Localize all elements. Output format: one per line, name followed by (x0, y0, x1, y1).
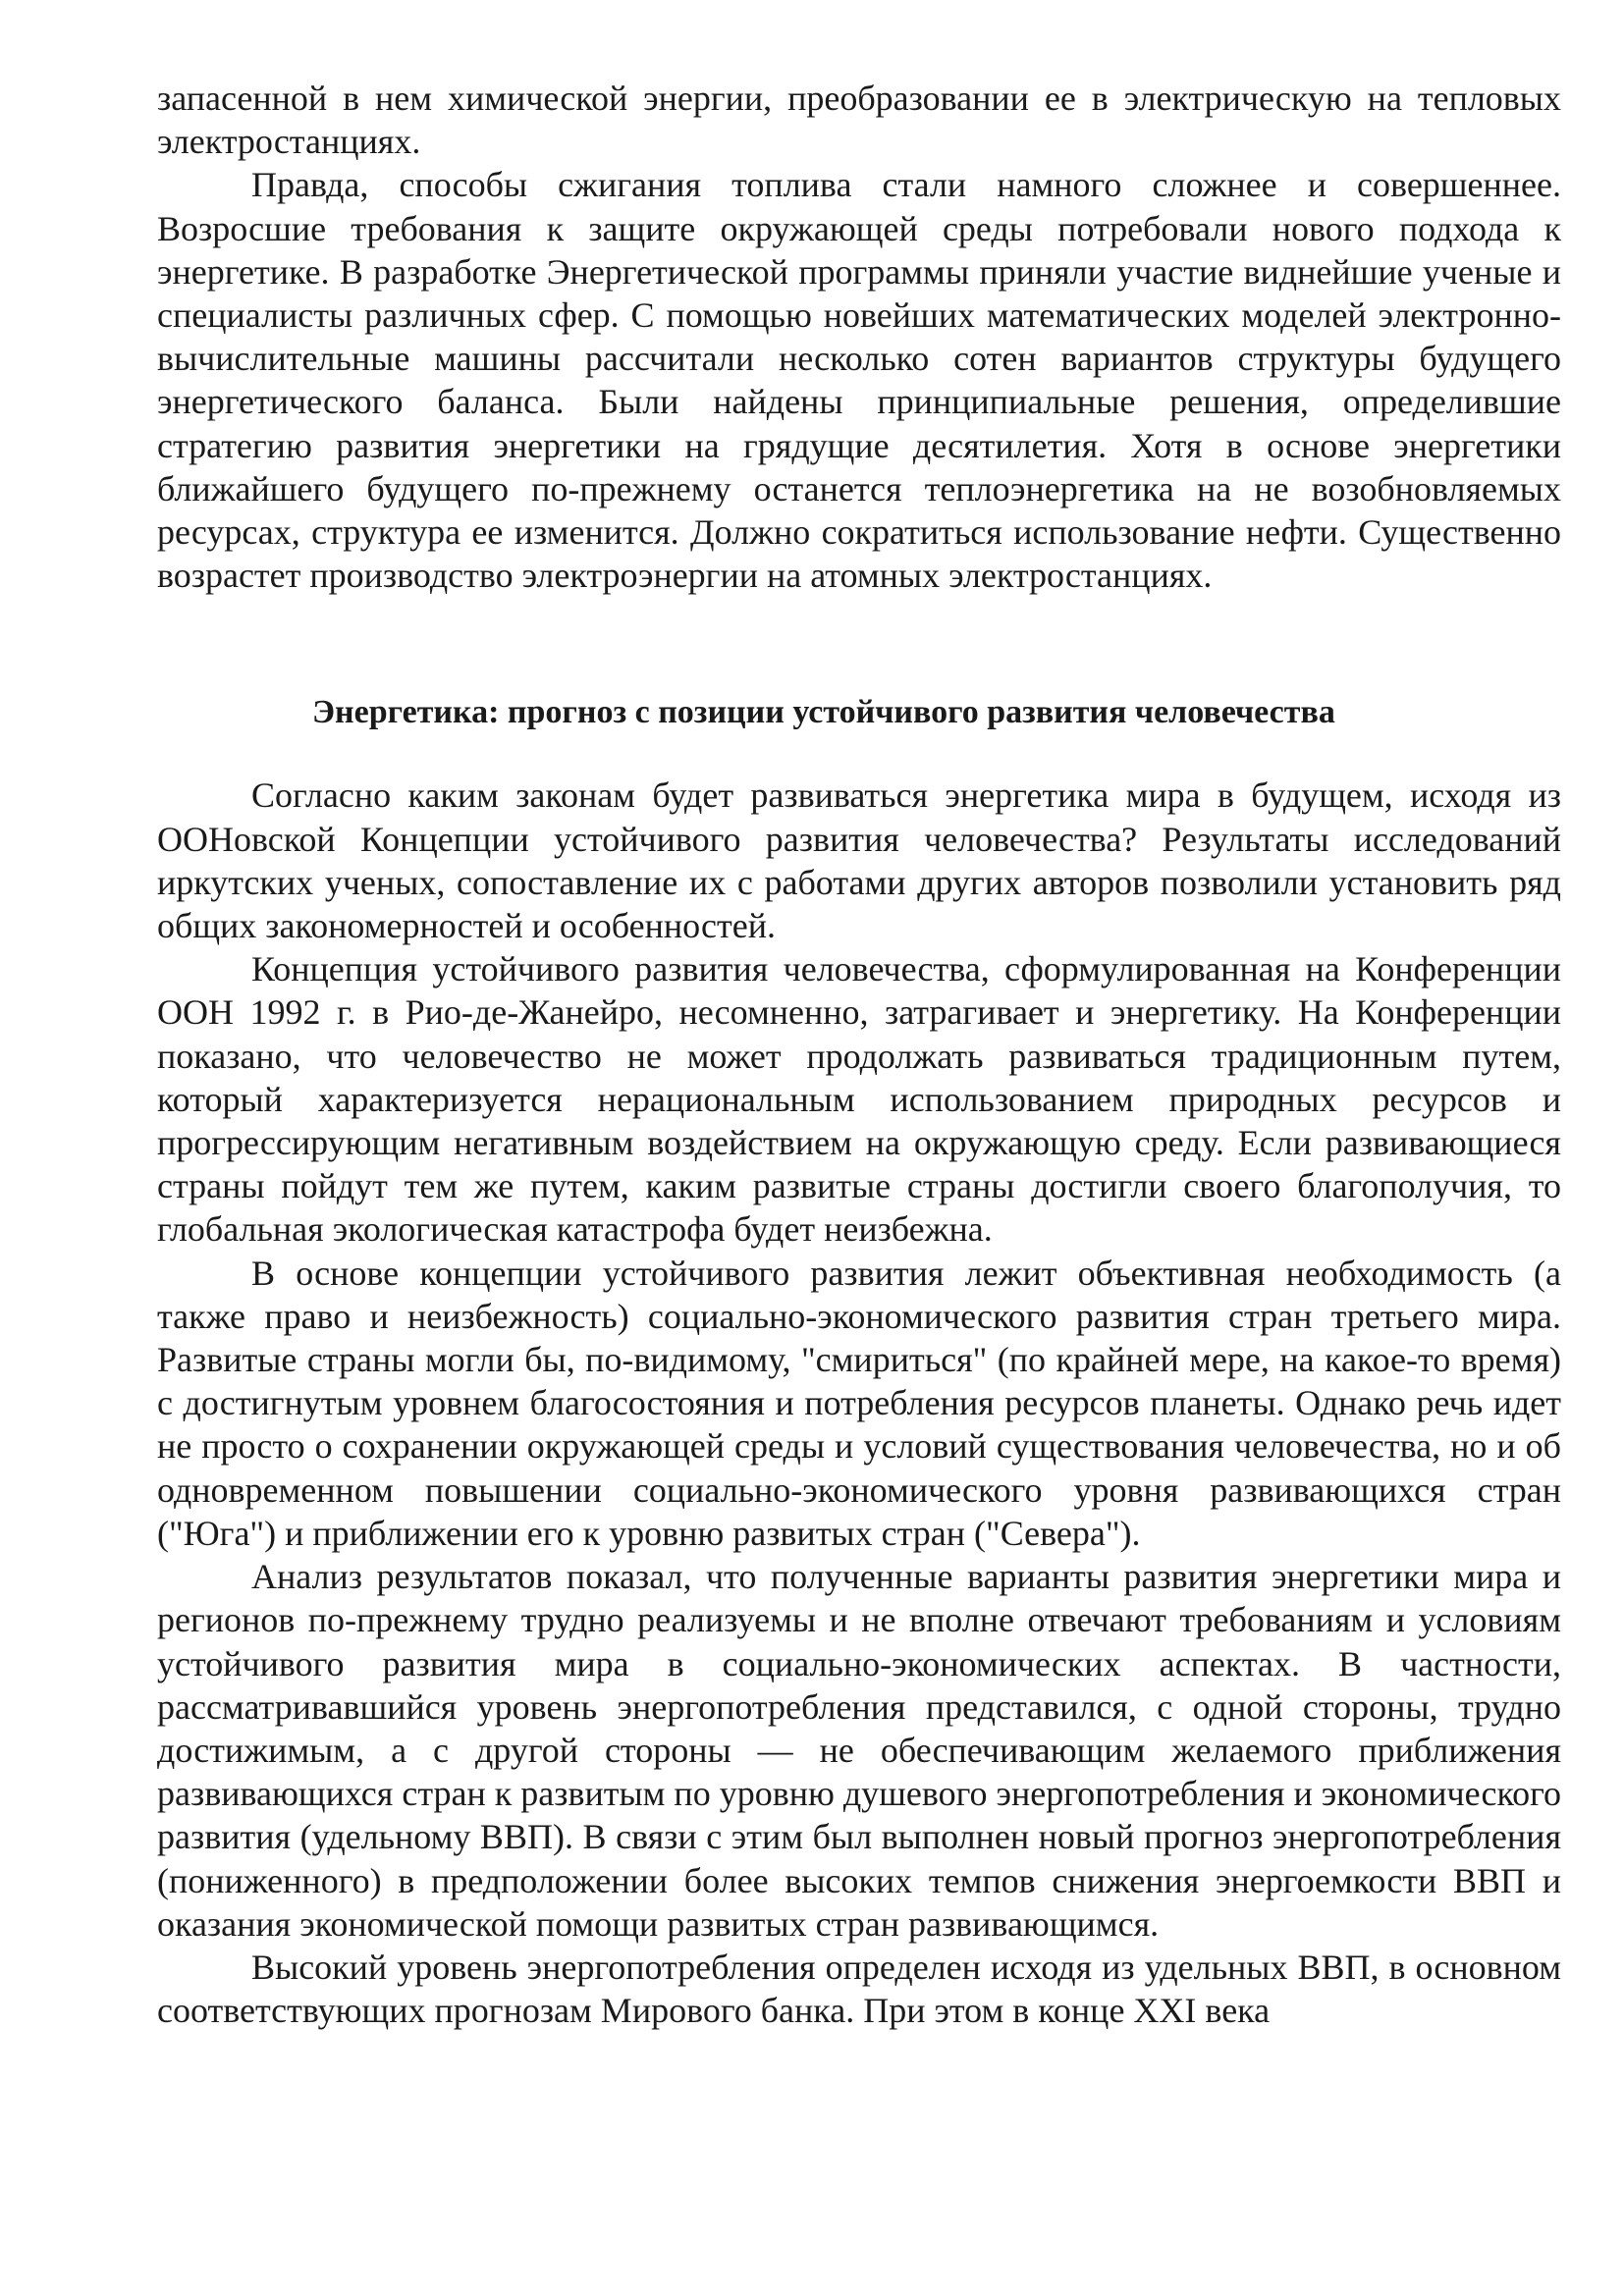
paragraph-un-concept: Концепция устойчивого развития человечества, сформулированная на Конференции ООН 1992 г. в Рио-де-Жанейро, несомненно, затрагивает и энергетику. На Конференции показано, что человечество не может продолжать развиваться традиционным путем, который характеризуется нерациональным использованием природных ресурсов и прогрессирующим негативным воздействием на окружающую среду. Если развивающиеся страны пойдут тем же путем, каким развитые страны достигли своего благополучия, то глобальная экологическая катастрофа будет неизбежна. (157, 949, 1561, 1250)
paragraph-concept-basis: В основе концепции устойчивого развития лежит объективная необходимость (а также право и неизбежность) социально-экономического развития стран третьего мира. Развитые страны могли бы, по-видимому, "смириться" (по крайней мере, на какое-то время) с достигнутым уровнем благосостояния и потребления ресурсов планеты. Однако речь идет не просто о сохранении окружающей среды и условий существования человечества, но и об одновременном повышении социально-экономического уровня развивающихся стран ("Юга") и приближении его к уровню развитых стран ("Севера"). (157, 1253, 1561, 1553)
document-page (157, 77, 1561, 2032)
paragraph-continuation: запасенной в нем химической энергии, преобразовании ее в электрическую на тепловых электростанциях. (157, 79, 1561, 162)
heading-spacer (157, 734, 1561, 774)
paragraph-analysis-results: Анализ результатов показал, что полученные варианты развития энергетики мира и регионов по-прежнему трудно реализуемы и не вполне отвечают требованиям и условиям устойчивого развития мира в социально-экономических аспектах. В частности, рассматривавшийся уровень энергопотребления представился, с одной стороны, трудно достижимым, а с другой стороны — не обеспечивающим желаемого приближения развивающихся стран к развитым по уровню душевого энергопотребления и экономического развития (удельному ВВП). В связи с этим был выполнен новый прогноз энергопотребления (пониженного) в предположении более высоких темпов снижения энергоемкости ВВП и оказания экономической помощи развитых стран развивающимся. (157, 1557, 1561, 1944)
paragraph-world-energy-laws: Согласно каким законам будет развиваться энергетика мира в будущем, исходя из ООНовской Концепции устойчивого развития человечества? Результаты исследований иркутских ученых, сопоставление их с работами других авторов позволили установить ряд общих закономерностей и особенностей. (157, 775, 1561, 946)
paragraph-combustion-methods: Правда, способы сжигания топлива стали намного сложнее и совершеннее. Возросшие требования к защите окружающей среды потребовали нового подхода к энергетике. В разработке Энергетической программы приняли участие виднейшие ученые и специалисты различных сфер. С помощью новейших математических моделей электронно-вычислительные машины рассчитали несколько сотен вариантов структуры будущего энергетического баланса. Были найдены принципиальные решения, определившие стратегию развития энергетики на грядущие десятилетия. Хотя в основе энергетики ближайшего будущего по-прежнему останется теплоэнергетика на не возобновляемых ресурсах, структура ее изменится. Должно сократиться использование нефти. Существенно возрастет производство электроэнергии на атомных электростанциях. (157, 165, 1561, 596)
paragraph-high-consumption-level: Высокий уровень энергопотребления определен исходя из удельных ВВП, в основном соответствующих прогнозам Мирового банка. При этом в конце XXI века (157, 1947, 1561, 2031)
section-spacer (157, 597, 1561, 691)
section-heading: Энергетика: прогноз с позиции устойчивого развития человечества (312, 694, 1335, 731)
